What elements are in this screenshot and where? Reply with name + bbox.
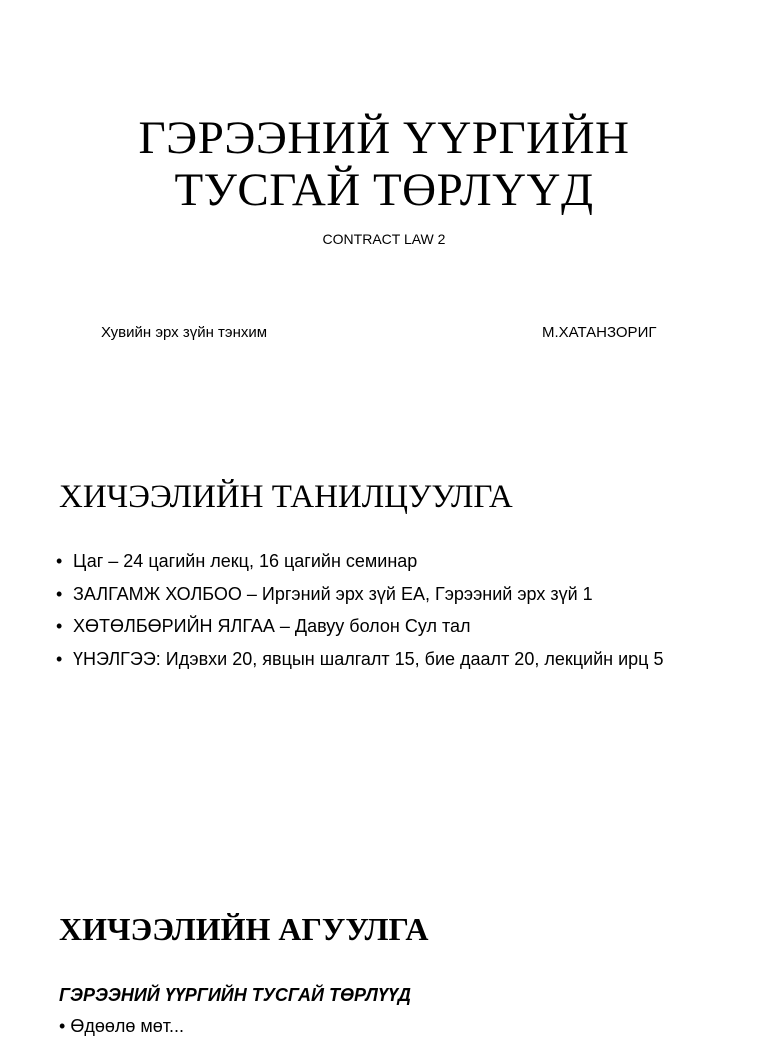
document-title (0, 112, 768, 216)
intro-bullet-list (56, 549, 696, 679)
list-item (56, 647, 696, 671)
list-item-text: ҮНЭЛГЭЭ: Идэвхи 20, явцын шалгалт 15, бие даалт 20, лекцийн ирц 5 (73, 648, 664, 669)
department-label: Хувийн эрх зүйн тэнхим (101, 324, 268, 341)
author-label: М.ХАТАНЗОРИГ (542, 324, 657, 341)
content-first-item (59, 1014, 184, 1038)
list-item (56, 614, 696, 638)
content-subheading: ГЭРЭЭНИЙ ҮҮРГИЙН ТУСГАЙ ТӨРЛҮҮД (59, 985, 411, 1005)
list-item (56, 549, 696, 573)
bullet-icon: • (56, 583, 63, 604)
title-line-1: ГЭРЭЭНИЙ ҮҮРГИЙН (138, 112, 630, 164)
list-item (56, 582, 696, 606)
content-first-item-text: Өдөөлө мөт... (70, 1016, 185, 1036)
bullet-icon: • (56, 616, 63, 636)
bullet-icon: • (59, 1016, 66, 1036)
bullet-icon: • (56, 648, 63, 669)
list-item-text: ЗАЛГАМЖ ХОЛБОО – Иргэний эрх зүй ЕА, Гэрээний эрх зүй 1 (73, 583, 593, 604)
intro-heading: ХИЧЭЭЛИЙН ТАНИЛЦУУЛГА (59, 479, 513, 515)
content-heading: ХИЧЭЭЛИЙН АГУУЛГА (59, 911, 429, 947)
document-subtitle: CONTRACT LAW 2 (322, 231, 446, 247)
list-item-text: ХӨТӨЛБӨРИЙН ЯЛГАА – Давуу болон Сул тал (73, 616, 471, 636)
title-line-2: ТУСГАЙ ТӨРЛҮҮД (174, 164, 594, 216)
bullet-icon: • (56, 551, 63, 571)
list-item-text: Цаг – 24 цагийн лекц, 16 цагийн семинар (73, 551, 418, 571)
title-section (0, 112, 768, 248)
